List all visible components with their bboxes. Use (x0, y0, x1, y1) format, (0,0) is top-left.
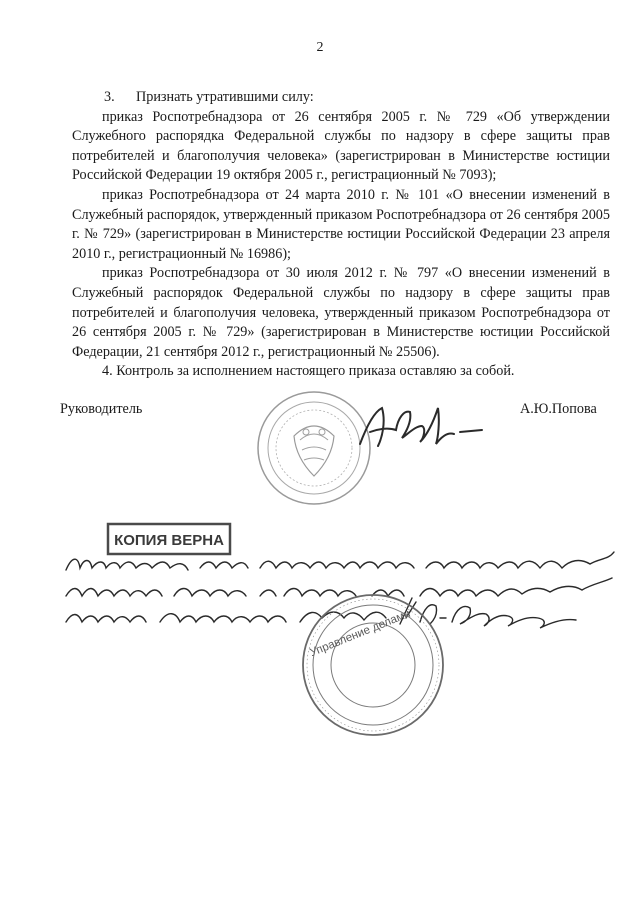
paragraph-order-101: приказ Роспотребнадзора от 24 марта 2010 г. № 101 «О внесении изменений в Служебный распорядок, утвержденный приказом Роспотребнадзора от 26 сентября 2005 г. № 729» (зарегистрирован в Министерстве юстиции Российской Федерации 23 апреля 2010 г., регистрационный № 16986); (72, 186, 610, 262)
paragraph-order-797: приказ Роспотребнадзора от 30 июля 2012 г. № 797 «О внесении изменений в Служебный распорядок Федеральной службы по надзору в сфере защиты прав потребителей и благополучия человека, утвержденный приказом Роспотребнадзора от 26 сентября 2005 г. № 729» (зарегистрирован в Министерстве юстиции Российской Федерации, 21 сентября 2012 г., регистрационный № 25506). (72, 265, 610, 360)
department-seal (298, 590, 448, 745)
page-number: 2 (316, 40, 324, 55)
paragraph-order-729: приказ Роспотребнадзора от 26 сентября 2005 г. № 729 «Об утверждении Служебного распорядка Федеральной службы по надзору в сфере защиты прав потребителей и благополучия человека» (зарегистрирован в Министерстве юстиции Российской Федерации 19 октября 2005 г., регистрационный № 7093); (72, 108, 610, 184)
signatory-name: А.Ю.Попова (520, 401, 597, 417)
copy-stamp-text: КОПИЯ ВЕРНА (114, 532, 224, 549)
section-heading (72, 88, 610, 108)
department-seal-text: Управление делами (308, 607, 413, 660)
document-body (72, 88, 610, 382)
paragraph-control: 4. Контроль за исполнением настоящего приказа оставляю за собой. (102, 363, 515, 380)
section-number: 3. (104, 89, 115, 105)
section-title: Признать утратившими силу: (136, 89, 314, 105)
signature-mark (352, 398, 492, 463)
signatory-position: Руководитель (60, 401, 143, 417)
